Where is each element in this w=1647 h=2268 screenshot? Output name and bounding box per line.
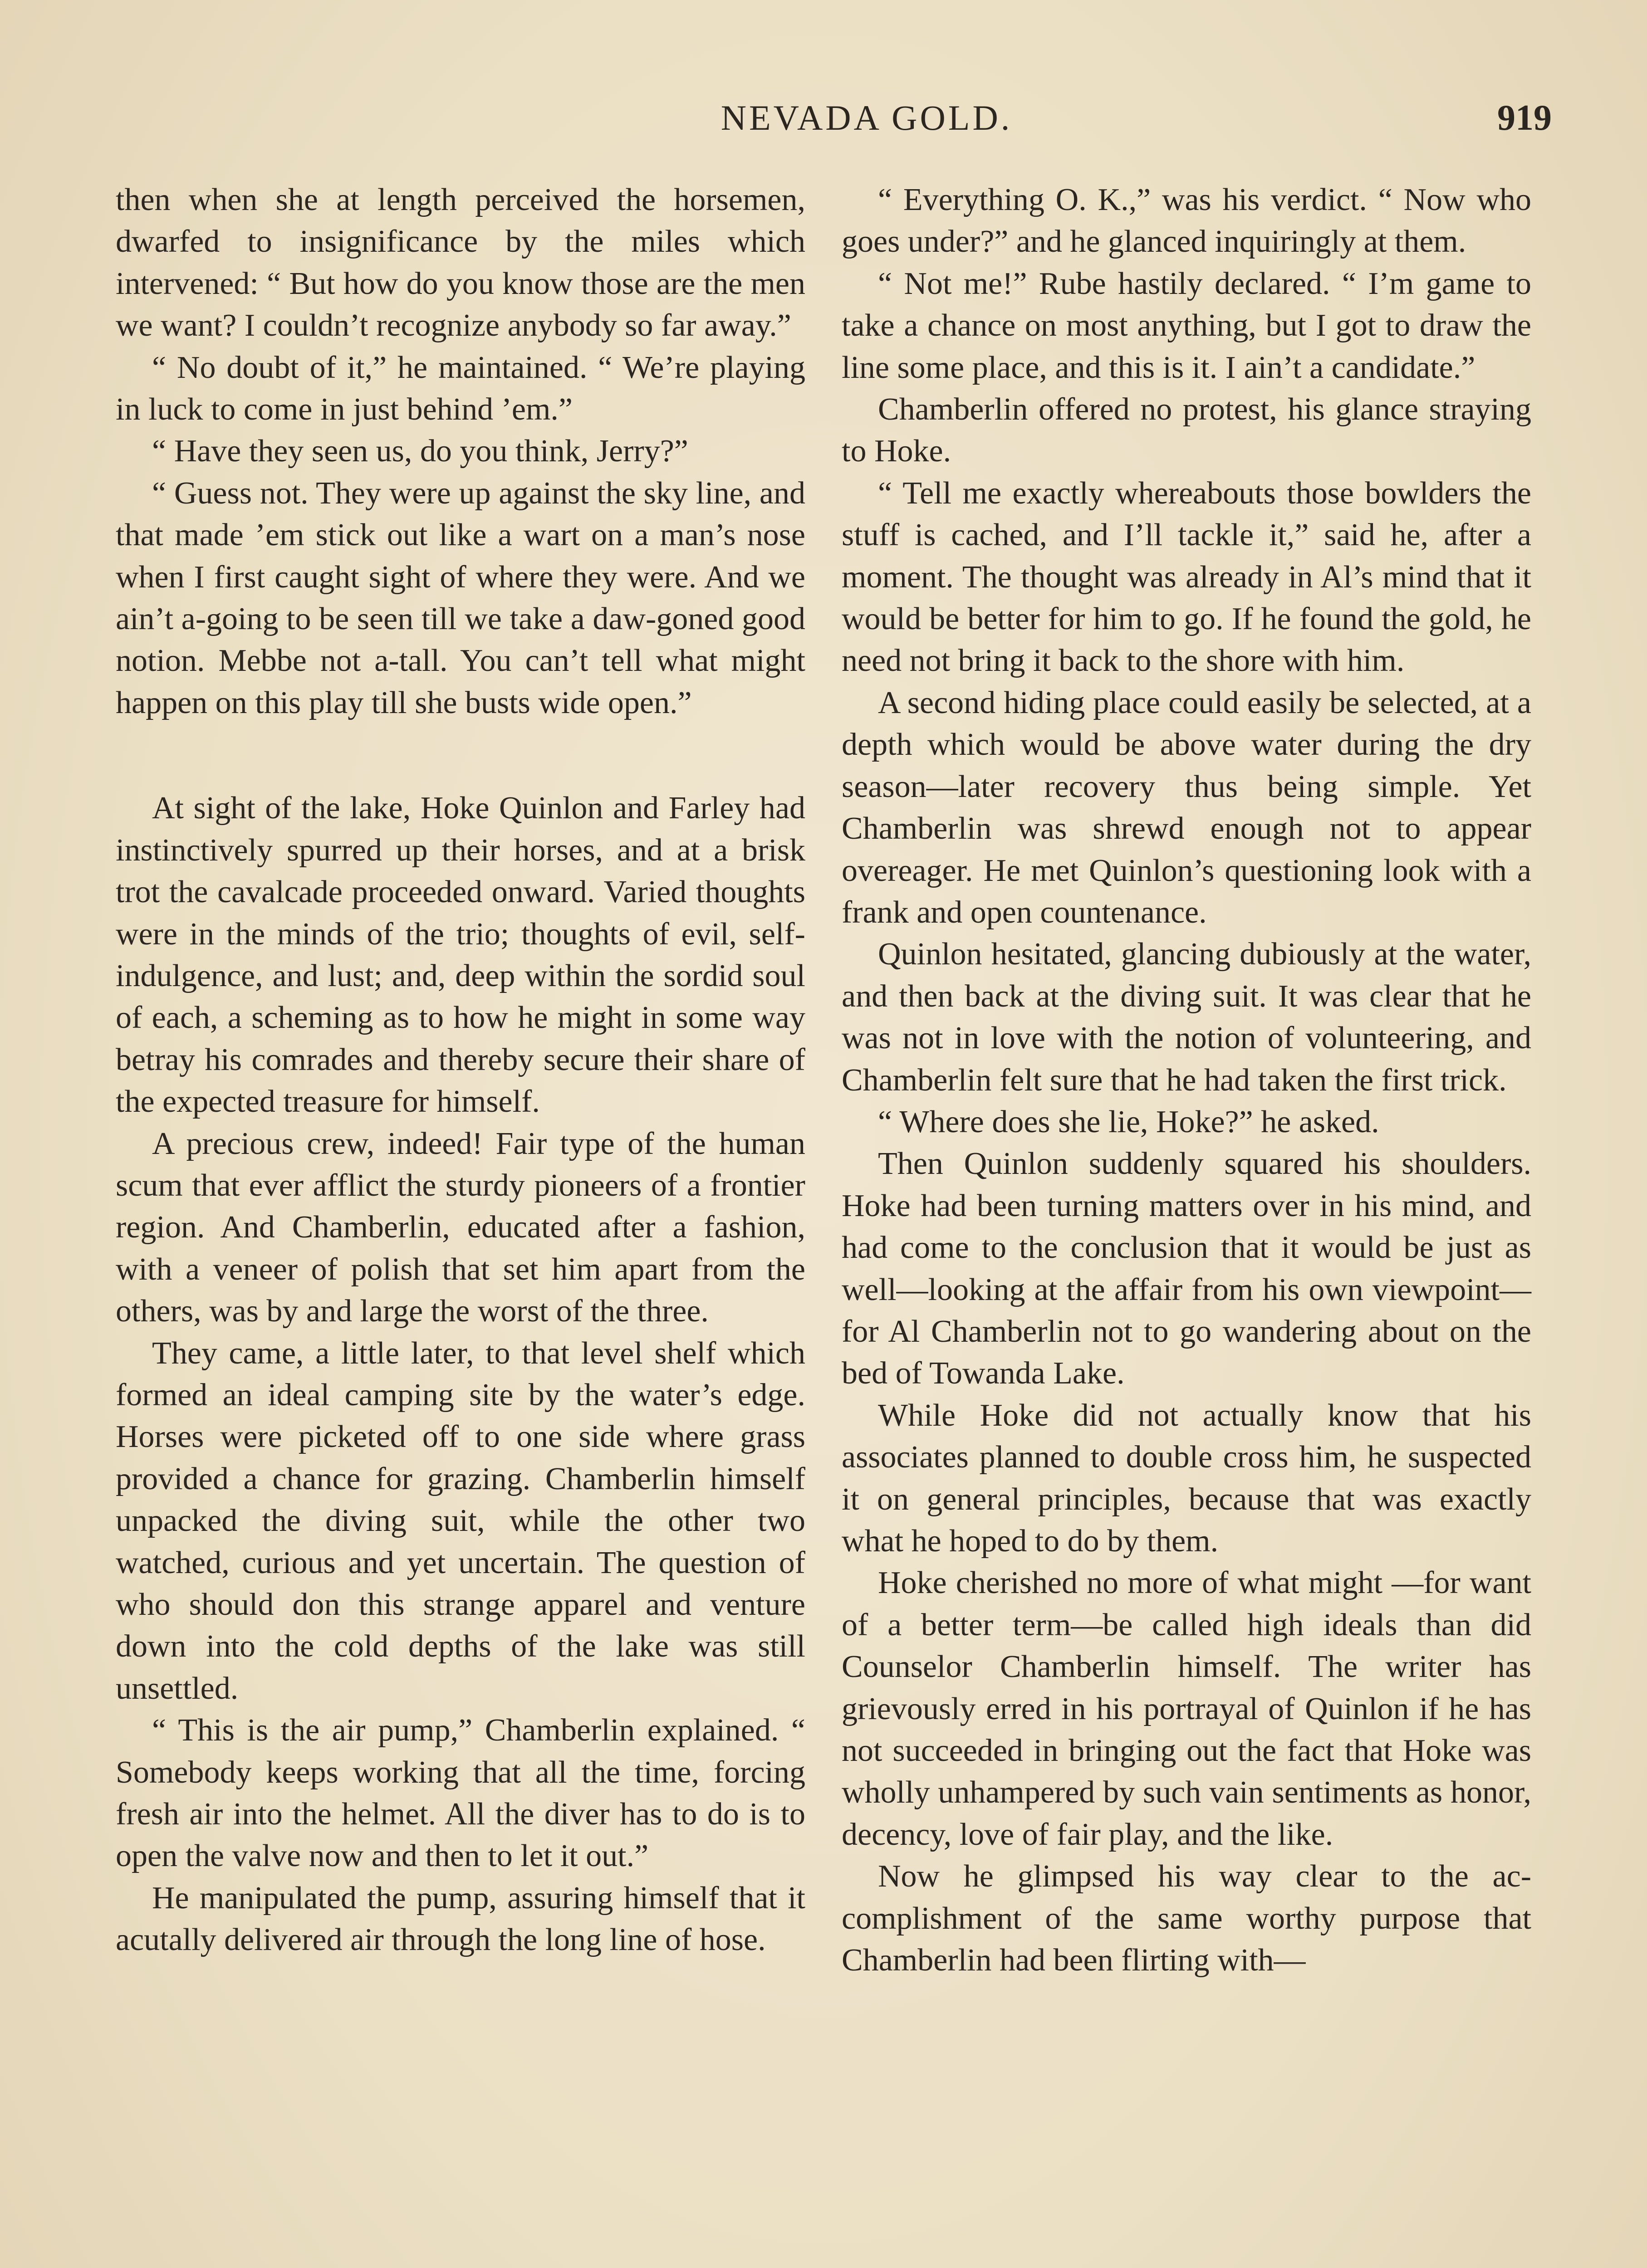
paragraph: “ This is the air pump,” Chamberlin explained. “ Somebody keeps working that all the time, forcing fresh air into the helmet. All the diver has to do is to open the valve now and then to let it out.” xyxy=(116,1713,805,1874)
paragraph: “ Where does she lie, Hoke?” he asked. xyxy=(878,1104,1379,1139)
paragraph: Then Quinlon suddenly squared his shoulders. Hoke had been turning matters over in his mind, and had come to the conclusion that it would be just as well—looking at the affair from his own viewpoint— for Al Chamberlin not to go wandering about on the bed of Towanda Lake. xyxy=(842,1146,1531,1391)
page-title: NEVADA GOLD. xyxy=(721,98,1013,137)
paragraph: A second hiding place could easily be selected, at a depth which would be above water during the dry season—later recovery thus being simple. Yet Chamberlin was shrewd enough not to appear overeager. He met Quinlon’s questioning look with a frank and open countenance. xyxy=(842,685,1531,930)
paragraph: “ Not me!” Rube hastily declared. “ I’m game to take a chance on most anything, but I got to draw the line some place, and this is it. I ain’t a candidate.” xyxy=(842,266,1531,385)
running-header xyxy=(0,93,1647,143)
paragraph: Quinlon hesitated, glancing dubiously at the water, and then back at the diving suit. It was clear that he was not in love with the notion of volunteering, and Chamberlin felt sure that he had taken the first trick. xyxy=(842,937,1531,1098)
paragraph: They came, a little later, to that level shelf which formed an ideal camping site by the water’s edge. Horses were picketed off to one side where grass provided a chance for grazing. Chamberlin himself unpacked the diving suit, while the other two watched, curious and yet uncertain. The question of who should don this strange apparel and venture down into the cold depths of the lake was still unsettled. xyxy=(116,1335,805,1706)
paragraph: “ No doubt of it,” he maintained. “ We’re playing in luck to come in just behind ’em.” xyxy=(116,350,805,427)
paragraph: A precious crew, indeed! Fair type of the human scum that ever afflict the sturdy pioneers of a frontier region. And Chamberlin, educated after a fashion, with a veneer of polish that set him apart from the others, was by and large the worst of the three. xyxy=(116,1126,805,1329)
paragraph: Hoke cherished no more of what might —for want of a better term—be called high ideals than did Counselor Chamberlin himself. The writer has grievously erred in his portrayal of Quinlon if he has not succeeded in bringing out the fact that Hoke was wholly unhampered by such vain sentiments as honor, decency, love of fair play, and the like. xyxy=(842,1565,1531,1852)
paragraph: “ Have they seen us, do you think, Jerry?” xyxy=(152,434,688,469)
paragraph: Now he glimpsed his way clear to the accomplishment of the same worthy purpose that Chamberlin had been flirting with— xyxy=(842,1859,1531,1978)
paragraph: At sight of the lake, Hoke Quinlon and Farley had instinctively spurred up their horses, and at a brisk trot the cavalcade proceeded onward. Varied thoughts were in the minds of the trio; thoughts of evil, self-indulgence, and lust; and, deep within the sordid soul of each, a scheming as to how he might in some way betray his comrades and thereby secure their share of the expected treasure for himself. xyxy=(116,791,805,1119)
paragraph: “ Everything O. K.,” was his verdict. “ Now who goes under?” and he glanced inquiringly at them. xyxy=(842,182,1531,259)
paragraph: He manipulated the pump, assuring himself that it acutally delivered air through the long line of hose. xyxy=(116,1880,805,1958)
right-text-column xyxy=(842,179,1531,1981)
left-text-column xyxy=(116,179,805,1961)
paragraph: “ Guess not. They were up against the sky line, and that made ’em stick out like a wart on a man’s nose when I first caught sight of where they were. And we ain’t a-going to be seen till we take a daw-goned good notion. Mebbe not a-tall. You can’t tell what might happen on this play till she busts wide open.” xyxy=(116,475,805,720)
paragraph: “ Tell me exactly whereabouts those bowlders the stuff is cached, and I’ll tackle it,” said he, after a moment. The thought was already in Al’s mind that it would be better for him to go. If he found the gold, he need not bring it back to the shore with him. xyxy=(842,475,1531,679)
paragraph: Chamberlin offered no protest, his glance straying to Hoke. xyxy=(842,392,1531,469)
page-number: 919 xyxy=(1497,98,1552,138)
paragraph: then when she at length perceived the horsemen, dwarfed to insignificance by the miles which intervened: “ But how do you know those are the men we want? I couldn’t recognize anybody so far away.” xyxy=(116,182,805,343)
paragraph: While Hoke did not actually know that his associates planned to double cross him, he suspected it on general principles, because that was exactly what he hoped to do by them. xyxy=(842,1398,1531,1559)
